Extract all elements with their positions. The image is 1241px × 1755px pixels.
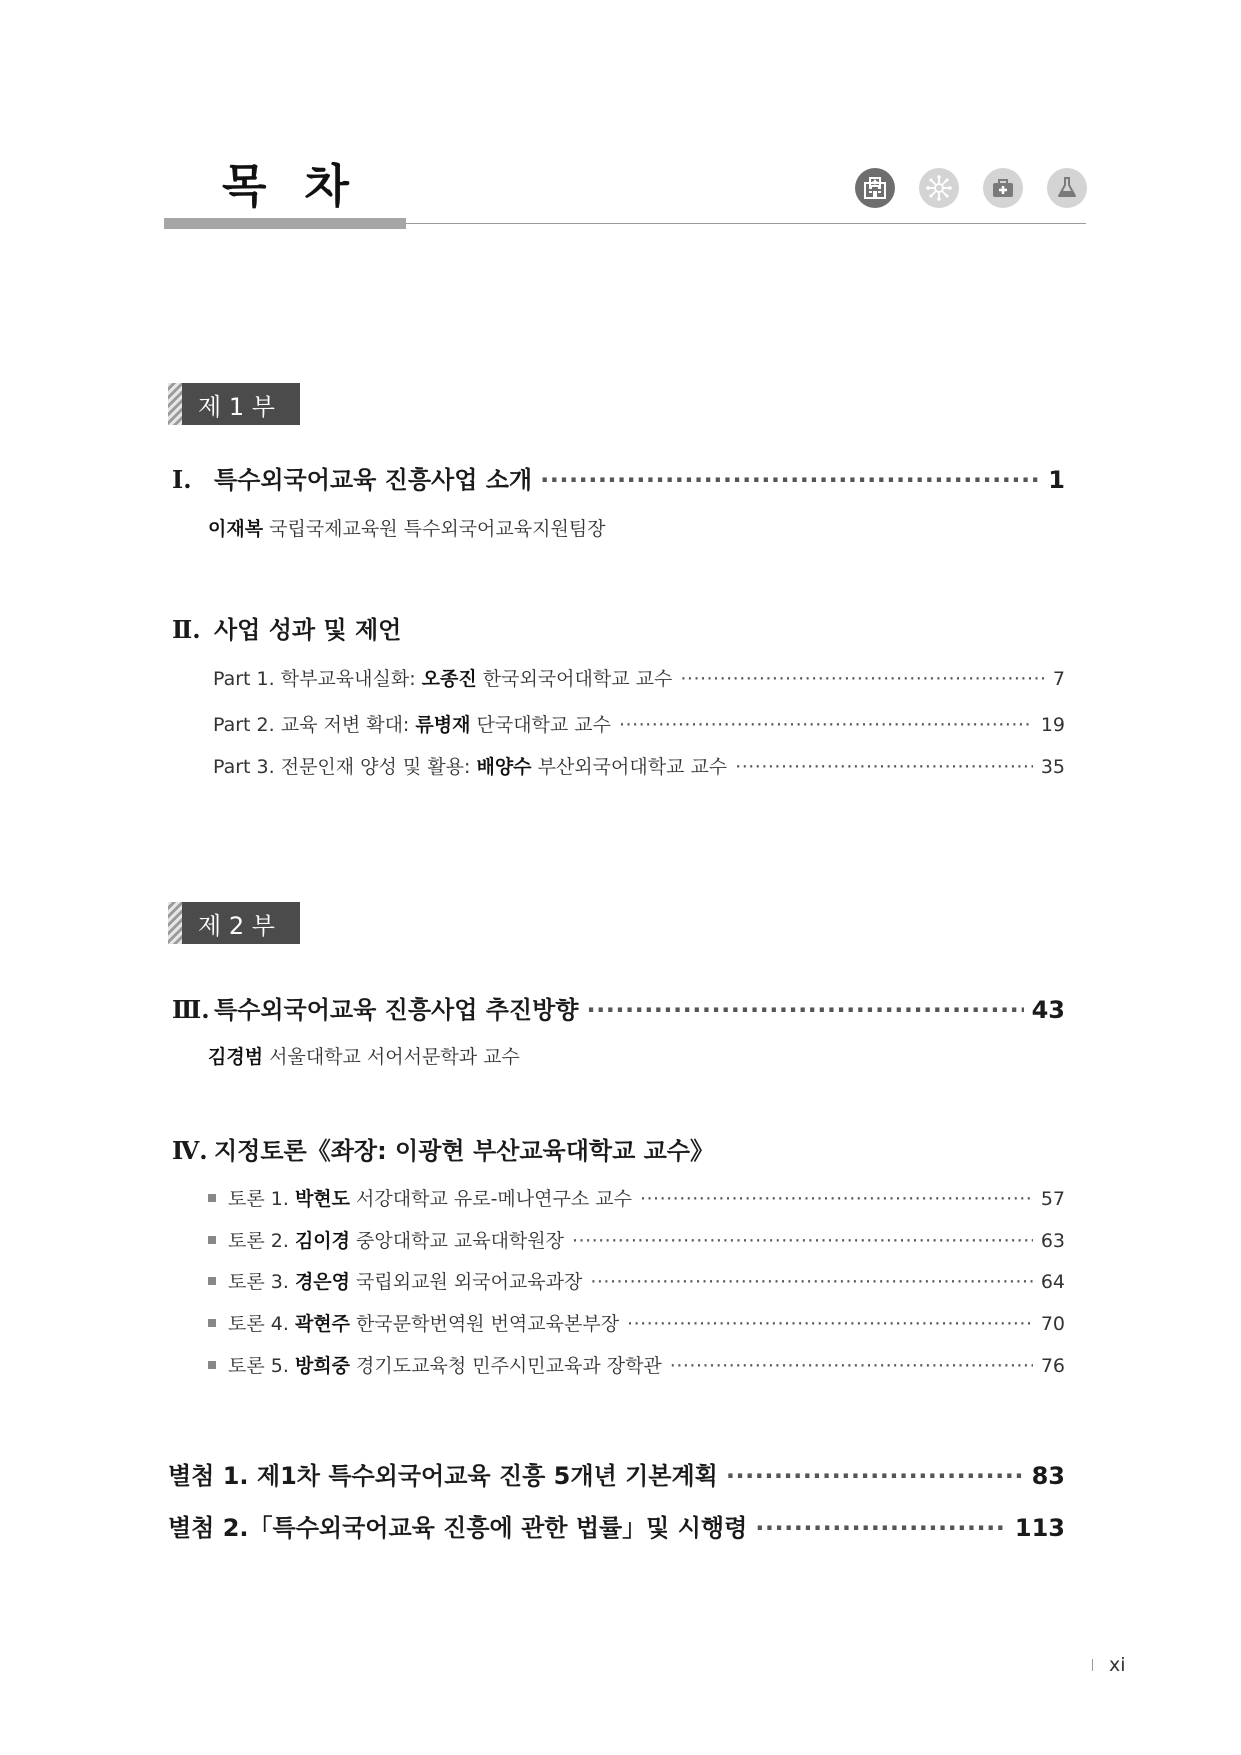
item-name: 배양수 xyxy=(476,756,532,778)
toc-item[interactable] xyxy=(208,1226,1065,1253)
section-title: 지정토론《좌장: 이광현 부산교육대학교 교수》 xyxy=(214,1137,714,1165)
item-affiliation: 부산외국어대학교 교수 xyxy=(537,756,728,778)
appendix-label: 별첨 2.「특수외국어교육 진흥에 관한 법률」및 시행령 xyxy=(168,1514,748,1542)
item-page: 64 xyxy=(1040,1271,1065,1293)
section-title: 특수외국어교육 진흥사업 소개 xyxy=(214,466,533,494)
section-numeral: Ⅱ. xyxy=(172,615,201,644)
item-name: 박현도 xyxy=(294,1188,350,1210)
item-page: 70 xyxy=(1040,1313,1065,1335)
item-prefix: 토론 5. xyxy=(228,1355,289,1377)
section-numeral: Ⅲ. xyxy=(172,995,210,1024)
item-prefix: Part 2. 교육 저변 확대: xyxy=(213,714,410,736)
virus-icon xyxy=(919,168,959,208)
toc-item[interactable] xyxy=(208,1184,1065,1211)
leader-dots xyxy=(670,1355,1033,1377)
section-title: 사업 성과 및 제언 xyxy=(214,616,402,644)
item-name: 오종진 xyxy=(421,668,477,690)
leader-dots xyxy=(586,996,1023,1024)
item-prefix: 토론 2. xyxy=(228,1230,289,1252)
part-label-stripe xyxy=(168,383,182,425)
author-affiliation: 국립국제교육원 특수외국어교육지원팀장 xyxy=(269,518,606,540)
header-rule-accent xyxy=(164,218,406,229)
author-affiliation: 서울대학교 서어서문학과 교수 xyxy=(269,1046,520,1068)
section-page: 43 xyxy=(1031,996,1065,1024)
toc-item[interactable] xyxy=(213,710,1065,737)
page-number-divider xyxy=(1092,1659,1093,1671)
toc-item[interactable] xyxy=(208,1267,1065,1294)
item-prefix: Part 1. 학부교육내실화: xyxy=(213,668,416,690)
toc-item[interactable] xyxy=(208,1309,1065,1336)
item-name: 방희중 xyxy=(294,1355,350,1377)
part-2-label xyxy=(168,902,300,944)
item-affiliation: 경기도교육청 민주시민교육과 장학관 xyxy=(356,1355,662,1377)
toc-section-4[interactable] xyxy=(172,1131,714,1166)
item-affiliation: 한국문학번역원 번역교육본부장 xyxy=(356,1313,620,1335)
item-prefix: 토론 4. xyxy=(228,1313,289,1335)
item-page: 19 xyxy=(1040,714,1065,736)
leader-dots xyxy=(572,1230,1033,1252)
leader-dots xyxy=(755,1514,1007,1542)
item-name: 류병재 xyxy=(415,714,471,736)
item-prefix: Part 3. 전문인재 양성 및 활용: xyxy=(213,756,471,778)
item-page: 35 xyxy=(1040,756,1065,778)
section-page: 1 xyxy=(1048,466,1065,494)
toc-appendix-1[interactable] xyxy=(168,1456,1065,1491)
part-label-text: 제 2 부 xyxy=(198,911,275,940)
leader-dots xyxy=(619,714,1033,736)
bullet-icon xyxy=(208,1236,216,1244)
bullet-icon xyxy=(208,1194,216,1202)
part-label-stripe xyxy=(168,902,182,944)
section-1-author xyxy=(208,514,606,541)
leader-dots xyxy=(590,1271,1032,1293)
author-name: 김경범 xyxy=(208,1046,264,1068)
appendix-page: 83 xyxy=(1031,1462,1065,1490)
leader-dots xyxy=(640,1188,1033,1210)
leader-dots xyxy=(726,1462,1024,1490)
item-page: 7 xyxy=(1052,668,1065,690)
page-number-text: xi xyxy=(1109,1654,1126,1676)
toc-item[interactable] xyxy=(213,752,1065,779)
page-title: 목 차 xyxy=(222,159,351,213)
section-numeral: Ⅰ. xyxy=(172,465,192,494)
leader-dots xyxy=(627,1313,1033,1335)
section-numeral: Ⅳ. xyxy=(172,1136,208,1165)
toc-section-3[interactable] xyxy=(172,990,1065,1025)
item-affiliation: 중앙대학교 교육대학원장 xyxy=(356,1230,564,1252)
header-icons xyxy=(855,168,1087,208)
item-affiliation: 서강대학교 유로-메나연구소 교수 xyxy=(356,1188,632,1210)
hospital-icon xyxy=(855,168,895,208)
leader-dots xyxy=(540,466,1040,494)
item-page: 76 xyxy=(1040,1355,1065,1377)
toc-appendix-2[interactable] xyxy=(168,1508,1065,1543)
section-title: 특수외국어교육 진흥사업 추진방향 xyxy=(214,996,579,1024)
item-name: 곽현주 xyxy=(294,1313,350,1335)
flask-icon xyxy=(1047,168,1087,208)
bullet-icon xyxy=(208,1277,216,1285)
item-name: 김이경 xyxy=(294,1230,350,1252)
item-name: 경은영 xyxy=(294,1271,350,1293)
part-1-label xyxy=(168,383,300,425)
section-3-author xyxy=(208,1042,520,1069)
bullet-icon xyxy=(208,1319,216,1327)
toc-item[interactable] xyxy=(213,664,1065,691)
item-affiliation: 한국외국어대학교 교수 xyxy=(482,668,673,690)
leader-dots xyxy=(680,668,1045,690)
toc-item[interactable] xyxy=(208,1351,1065,1378)
toc-section-2[interactable] xyxy=(172,610,401,645)
page-number xyxy=(1092,1654,1126,1676)
author-name: 이재복 xyxy=(208,518,264,540)
item-prefix: 토론 1. xyxy=(228,1188,289,1210)
first-aid-kit-icon xyxy=(983,168,1023,208)
item-page: 57 xyxy=(1040,1188,1065,1210)
toc-section-1[interactable] xyxy=(172,460,1065,495)
part-label-text: 제 1 부 xyxy=(198,392,275,421)
item-affiliation: 국립외교원 외국어교육과장 xyxy=(356,1271,583,1293)
item-page: 63 xyxy=(1040,1230,1065,1252)
appendix-label: 별첨 1. 제1차 특수외국어교육 진흥 5개년 기본계획 xyxy=(168,1462,718,1490)
appendix-page: 113 xyxy=(1014,1514,1065,1542)
item-affiliation: 단국대학교 교수 xyxy=(476,714,612,736)
bullet-icon xyxy=(208,1361,216,1369)
item-prefix: 토론 3. xyxy=(228,1271,289,1293)
leader-dots xyxy=(735,756,1033,778)
